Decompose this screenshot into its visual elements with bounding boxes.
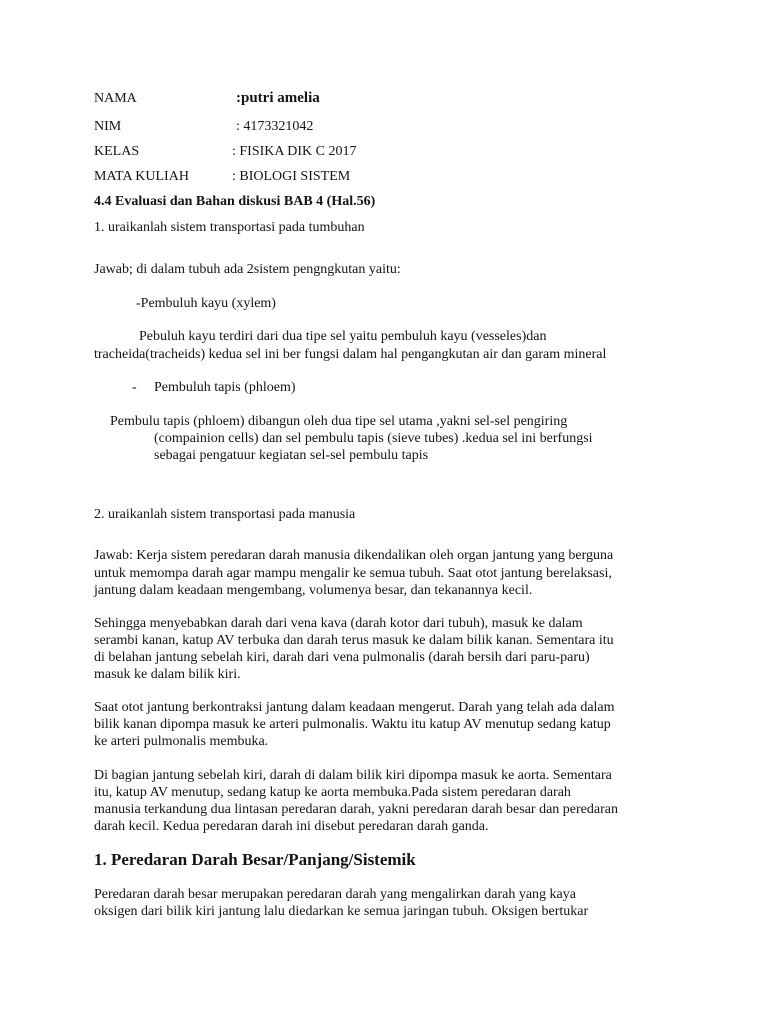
phloem-text-line: Pembulu tapis (phloem) dibangun oleh dua tipe sel utama ,yakni sel-sel pengiring (110, 414, 568, 429)
phloem-heading: Pembuluh tapis (phloem) (154, 380, 296, 395)
answer-2-line: Saat otot jantung berkontraksi jantung dalam keadaan mengerut. Darah yang telah ada dalam (94, 700, 615, 715)
answer-2-line: manusia terkandung dua lintasan peredaran darah, yakni peredaran darah besar dan peredaran (94, 802, 618, 817)
nim-value: : 4173321042 (236, 119, 314, 134)
sistemik-text-line: Peredaran darah besar merupakan peredaran darah yang mengalirkan darah yang kaya (94, 887, 576, 902)
question-2: 2. uraikanlah sistem transportasi pada manusia (94, 507, 356, 522)
answer-2-line: Sehingga menyebabkan darah dari vena kava (darah kotor dari tubuh), masuk ke dalam (94, 616, 583, 631)
phloem-text-line: sebagai pengatuur kegiatan sel-sel pembulu tapis (154, 448, 429, 463)
answer-2-line: masuk ke dalam bilik kiri. (94, 667, 241, 682)
nama-label: NAMA (94, 91, 137, 106)
answer-2-line: Jawab: Kerja sistem peredaran darah manusia dikendalikan oleh organ jantung yang berguna (94, 548, 614, 563)
kelas-value: : FISIKA DIK C 2017 (232, 144, 357, 159)
answer-2-line: bilik kanan dipompa masuk ke arteri pulmonalis. Waktu itu katup AV menutup sedang katup (94, 717, 611, 732)
answer-2-line: di belahan jantung sebelah kiri, darah dari vena pulmonalis (darah bersih dari paru-paru) (94, 650, 590, 665)
sistemik-text-line: oksigen dari bilik kiri jantung lalu diedarkan ke semua jaringan tubuh. Oksigen bertukar (94, 904, 589, 919)
nim-label: NIM (94, 119, 122, 134)
nama-value: :putri amelia (236, 90, 320, 106)
phloem-dash: - (132, 380, 137, 395)
kelas-label: KELAS (94, 144, 140, 159)
answer-2-line: serambi kanan, katup AV terbuka dan darah terus masuk ke dalam bilik kanan. Sementara itu (94, 633, 614, 648)
answer-2-line: itu, katup AV menutup, sedang katup ke aorta membuka.Pada sistem peredaran darah (94, 785, 571, 800)
xylem-text-line: Pebuluh kayu terdiri dari dua tipe sel yaitu pembuluh kayu (vesseles)dan (139, 329, 547, 344)
answer-1-intro: Jawab; di dalam tubuh ada 2sistem pengngkutan yaitu: (94, 262, 401, 277)
matkul-label: MATA KULIAH (94, 169, 189, 184)
question-1: 1. uraikanlah sistem transportasi pada tumbuhan (94, 220, 365, 235)
phloem-text-line: (compainion cells) dan sel pembulu tapis (sieve tubes) .kedua sel ini berfungsi (154, 431, 593, 446)
answer-2-line: darah kecil. Kedua peredaran darah ini disebut peredaran darah ganda. (94, 819, 489, 834)
answer-2-line: ke arteri pulmonalis membuka. (94, 734, 269, 749)
answer-2-line: untuk memompa darah agar mampu mengalir ke semua tubuh. Saat otot jantung berelaksasi, (94, 566, 612, 581)
xylem-heading: -Pembuluh kayu (xylem) (136, 296, 276, 311)
answer-2-line: Di bagian jantung sebelah kiri, darah di dalam bilik kiri dipompa masuk ke aorta. Sementara (94, 768, 612, 783)
heading-sistemik: 1. Peredaran Darah Besar/Panjang/Sistemik (94, 850, 416, 869)
answer-2-line: jantung dalam keadaan mengembang, volumenya besar, dan tekanannya kecil. (94, 583, 533, 598)
matkul-value: : BIOLOGI SISTEM (232, 169, 351, 184)
section-title: 4.4 Evaluasi dan Bahan diskusi BAB 4 (Hal.56) (94, 194, 376, 209)
xylem-text-line: tracheida(tracheids) kedua sel ini ber fungsi dalam hal pengangkutan air dan garam mineral (94, 347, 607, 362)
